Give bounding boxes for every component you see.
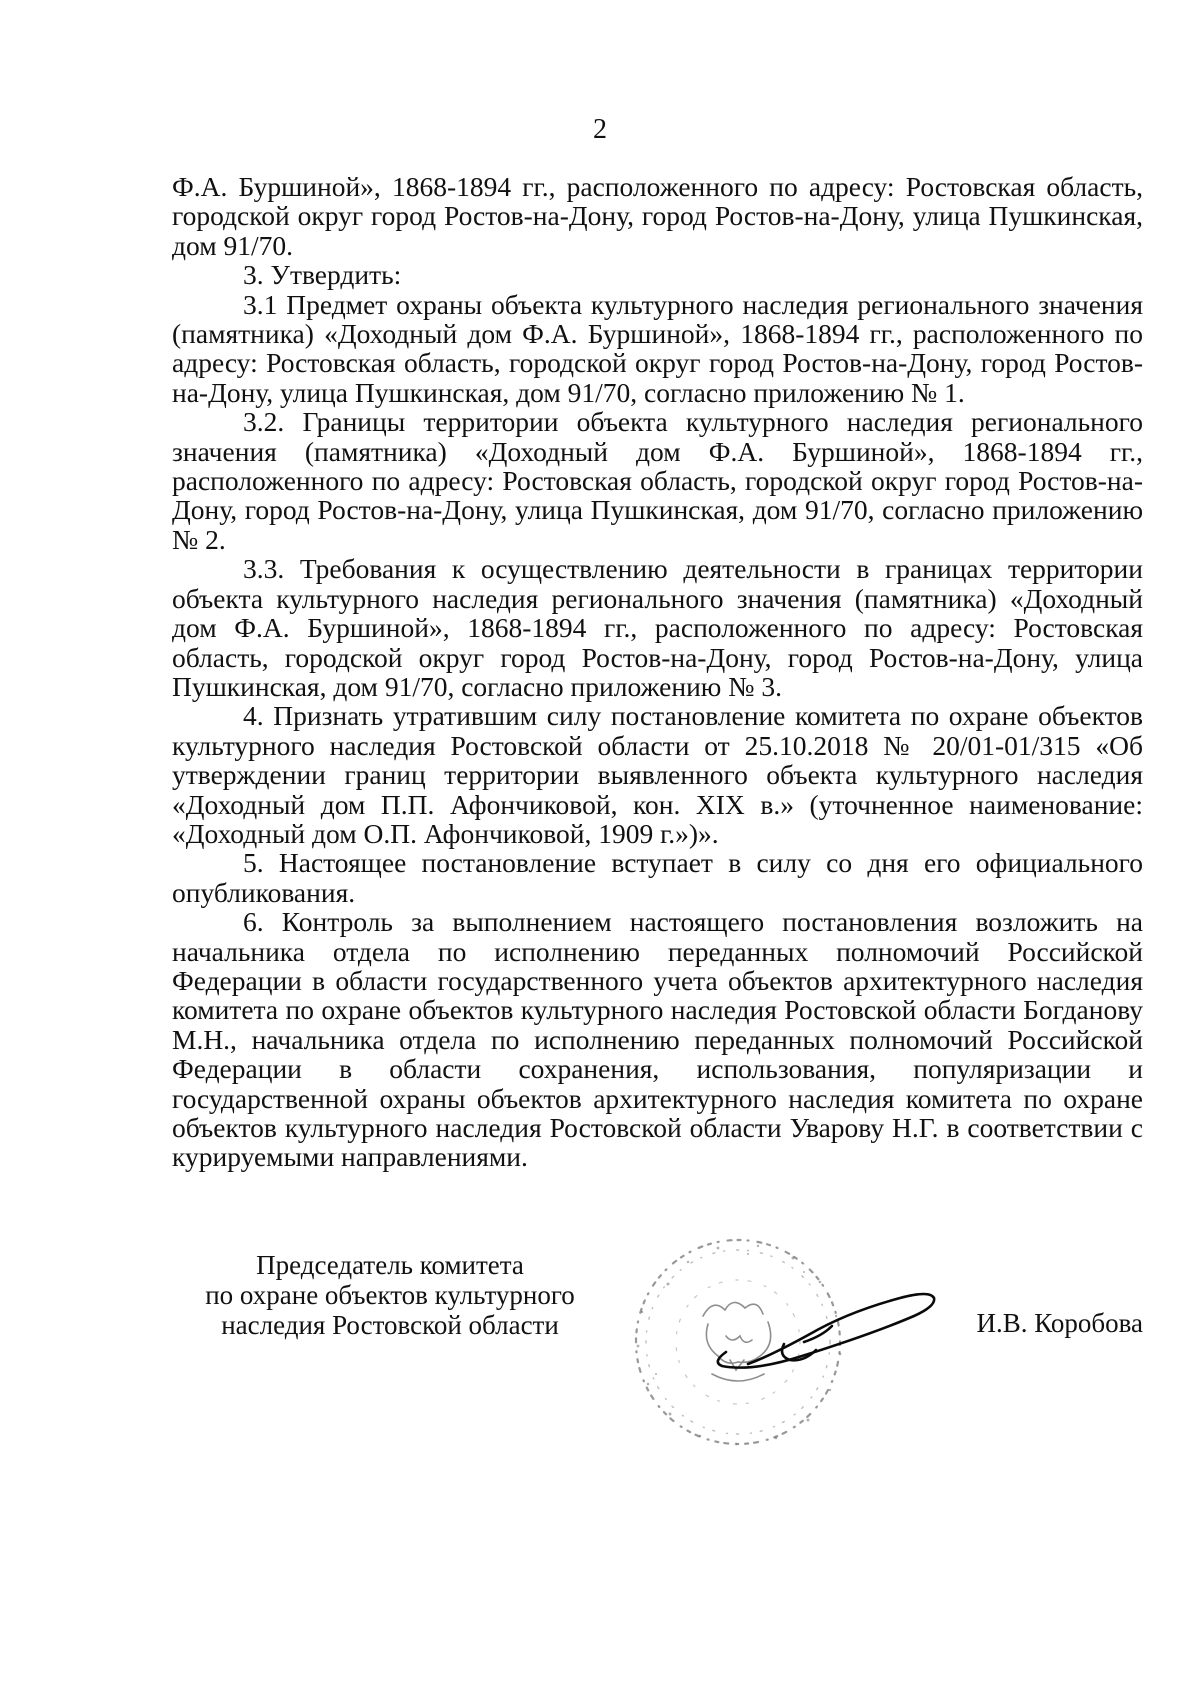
- paragraph-item-5: 5. Настоящее постановление вступает в силу со дня его официального опубликования.: [172, 847, 1143, 908]
- signer-title-line: Председатель комитета: [256, 1250, 524, 1280]
- paragraph-item-3-2: 3.2. Границы территории объекта культурного наследия регионального значения (памятника) «Доходный дом Ф.А. Буршиной», 1868-1894 гг., расположенного по адресу: Ростовская область, городской округ город Ростов-на-Дону, город Ростов-на-Дону, улица Пушкинская, дом 91/70, согласно приложению № 2.: [172, 406, 1143, 555]
- paragraph-item-3-1: 3.1 Предмет охраны объекта культурного наследия регионального значения (памятника) «Доходный дом Ф.А. Буршиной», 1868-1894 гг., расположенного по адресу: Ростовская область, городской округ город Ростов-на-Дону, город Ростов-на-Дону, улица Пушкинская, дом 91/70, согласно приложению № 1.: [172, 288, 1143, 408]
- paragraph-item-6: 6. Контроль за выполнением настоящего постановления возложить на начальника отдела по исполнению переданных полномочий Российской Федерации в области государственного учета объектов архитектурного наследия комитета по охране объектов культурного наследия Ростовской области Богданову М.Н., начальника отдела по исполнению переданных полномочий Российской Федерации в области сохранения, использования, популяризации и государственной охраны объектов архитектурного наследия комитета по охране объектов культурного наследия Ростовской области Уварову Н.Г. в соответствии с курируемыми направлениями.: [172, 906, 1143, 1173]
- page-number: 2: [593, 114, 607, 145]
- document-body: [172, 172, 1143, 1172]
- paragraph-item-3: 3. Утвердить:: [243, 259, 402, 291]
- paragraph-continuation: Ф.А. Буршиной», 1868-1894 гг., расположенного по адресу: Ростовская область, городской округ город Ростов-на-Дону, город Ростов-на-Дону, улица Пушкинская, дом 91/70.: [172, 171, 1143, 261]
- stamp-ring: [636, 1240, 840, 1444]
- signature-block: [0, 1224, 1200, 1424]
- signer-title-line: наследия Ростовской области: [221, 1310, 559, 1340]
- stamp-emblem: [703, 1302, 771, 1381]
- signer-title-line: по охране объектов культурного: [205, 1280, 575, 1310]
- stamp-speckles: [637, 1245, 842, 1446]
- signer-name: И.В. Коробова: [976, 1308, 1143, 1338]
- official-seal-and-signature: [608, 1224, 948, 1454]
- paragraph-item-4: 4. Признать утратившим силу постановление комитета по охране объектов культурного наследия Ростовской области от 25.10.2018 № 20/01-01/315 «Об утверждении границ территории выявленного объекта культурного наследия «Доходный дом П.П. Афончиковой, кон. XIX в.» (уточненное наименование: «Доходный дом О.П. Афончиковой, 1909 г.»)».: [172, 700, 1143, 849]
- paragraph-item-3-3: 3.3. Требования к осуществлению деятельности в границах территории объекта культурного наследия регионального значения (памятника) «Доходный дом Ф.А. Буршиной», 1868-1894 гг., расположенного по адресу: Ростовская область, городской округ город Ростов-на-Дону, город Ростов-на-Дону, улица Пушкинская, дом 91/70, согласно приложению № 3.: [172, 553, 1143, 702]
- signer-title: [180, 1250, 600, 1340]
